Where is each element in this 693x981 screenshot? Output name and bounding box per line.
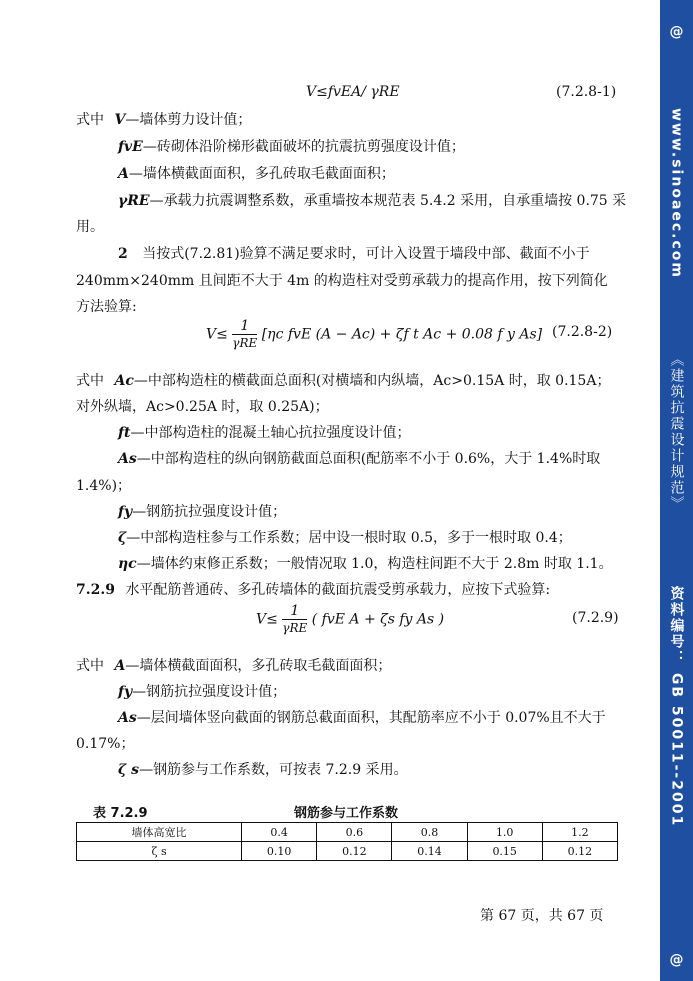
definition-continuation: 用。 [76,219,104,235]
table-cell: ζ s [77,842,242,861]
table-label: 表 7.2.9 [93,806,148,821]
symbol: ζ [118,530,127,546]
definition-line [76,371,610,391]
item-number: 2 [118,246,128,262]
symbol: As [118,710,137,726]
symbol: fy [118,504,133,520]
table-cell: 0.15 [467,842,542,861]
definition-text: —中部构造柱的纵向钢筋截面总面积(配筋率不小于 0.6%，大于 1.4%时取 [136,451,601,467]
definition-line [118,449,600,469]
equation-number: (7.2.8-2) [552,324,613,340]
definition-text: —钢筋参与工作系数，可按表 7.2.9 采用。 [139,762,408,778]
document-number: 资料编号： GB 50011--2001 [668,586,685,828]
definition-line [76,110,251,130]
section-text: 水平配筋普通砖、多孔砖墙体的截面抗震受剪承载力，应按下式验算: [125,582,551,598]
definition-line [118,137,465,157]
fraction-denominator: γRE [282,621,308,635]
symbol: ηc [118,556,137,572]
symbol: fy [118,684,133,700]
definition-line [118,502,286,522]
side-banner [660,0,693,981]
fraction-numerator: 1 [232,318,257,335]
equation-body: ( fvE A + ζs fy As ) [311,611,445,628]
section-7-2-9 [76,580,550,600]
definition-text: —墙体横截面面积，多孔砖取毛截面面积； [128,166,395,182]
table-cell: 0.12 [317,842,392,861]
paragraph-2-line-2: 240mm×240mm 且间距不大于 4m 的构造柱对受剪承载力的提高作用，按下列简化 [76,273,608,289]
definition-line [118,164,395,184]
definition-text: —墙体剪力设计值； [125,112,252,128]
paragraph-2-line-3: 方法验算: [76,299,137,315]
table-cell: 0.8 [392,823,467,842]
equation-lhs: V≤ [206,326,228,343]
page-footer: 第 67 页，共 67 页 [480,908,604,924]
book-title: 《建筑抗震设计规范》 [668,352,685,512]
definition-text: —钢筋抗拉强度设计值； [132,684,287,700]
definition-text: —中部构造柱的横截面总面积(对横墙和内纵墙，Ac>0.15A 时，取 0.15A； [133,373,611,389]
equation-7-2-9 [256,603,444,636]
symbol: ft [118,425,131,441]
definition-text: —层间墙体竖向截面的钢筋总截面面积，其配筋率应不小于 0.07%且不大于 [136,710,606,726]
definition-line [118,191,626,211]
symbol: γRE [118,193,150,209]
table-row [77,842,618,861]
paragraph-2-line-1 [118,244,590,264]
symbol: As [118,451,137,467]
definition-line: 1.4%)； [76,478,132,494]
equation-number: (7.2.8-1) [556,84,617,100]
definition-line [118,423,411,443]
shizhong-label: 式中 [76,373,104,389]
definition-line [118,554,613,574]
symbol: ζ s [118,762,140,778]
equation-lhs: V≤ [256,611,278,628]
definition-line [76,656,391,676]
paragraph-text: 当按式(7.2.81)验算不满足要求时，可计入设置于墙段中部、截面不小于 [142,246,590,262]
symbol: Ac [114,373,134,389]
definition-line [118,760,408,780]
table-cell: 0.12 [542,842,617,861]
website-text[interactable]: www.sinoaec.com [668,108,685,280]
definition-text: —中部构造柱的混凝土轴心抗拉强度设计值； [130,425,411,441]
definition-line: 0.17%； [76,736,135,752]
at-icon: @ [669,24,684,40]
equation-body: [ηc fvE (A − Ac) + ζf t Ac + 0.08 f y As] [261,326,543,343]
definition-line [118,682,286,702]
definition-text: —墙体约束修正系数；一般情况取 1.0，构造柱间距不大于 2.8m 时取 1.1。 [136,556,613,572]
fraction-numerator: 1 [282,603,307,620]
definition-line [118,528,572,548]
definition-text: —砖砌体沿阶梯形截面破坏的抗震抗剪强度设计值； [142,139,465,155]
definition-text: —承载力抗震调整系数，承重墙按本规范表 5.4.2 采用，自承重墙按 0.75 采 [149,193,627,209]
symbol: V [114,112,126,128]
symbol: A [118,166,129,182]
definition-text: —中部构造柱参与工作系数；居中设一根时取 0.5，多于一根时取 0.4； [126,530,572,546]
definition-text: —钢筋抗拉强度设计值； [132,504,287,520]
definition-text: —墙体横截面面积，多孔砖取毛截面面积； [125,658,392,674]
table-cell: 0.14 [392,842,467,861]
table-title: 钢筋参与工作系数 [294,806,399,821]
shizhong-label: 式中 [76,658,104,674]
shizhong-label: 式中 [76,112,104,128]
at-icon: @ [669,952,684,968]
fraction [282,603,307,636]
equation-number: (7.2.9) [572,610,619,626]
table-cell: 0.10 [242,842,317,861]
table-cell: 墙体高宽比 [77,823,242,842]
definition-line: 对外纵墙，Ac>0.25A 时，取 0.25A)； [76,399,329,415]
table-cell: 0.6 [317,823,392,842]
equation-7-2-8-2 [206,318,542,351]
table-cell: 0.4 [242,823,317,842]
symbol: A [114,658,126,674]
symbol: fvE [118,139,143,155]
definition-line [118,708,606,728]
section-number: 7.2.9 [76,582,115,598]
table-cell: 1.2 [542,823,617,842]
coefficient-table [76,822,618,861]
table-cell: 1.0 [467,823,542,842]
equation-7-2-8-1: V≤fvEA/ γRE [306,84,400,100]
fraction-denominator: γRE [232,336,258,350]
table-row [77,823,618,842]
fraction [232,318,257,351]
